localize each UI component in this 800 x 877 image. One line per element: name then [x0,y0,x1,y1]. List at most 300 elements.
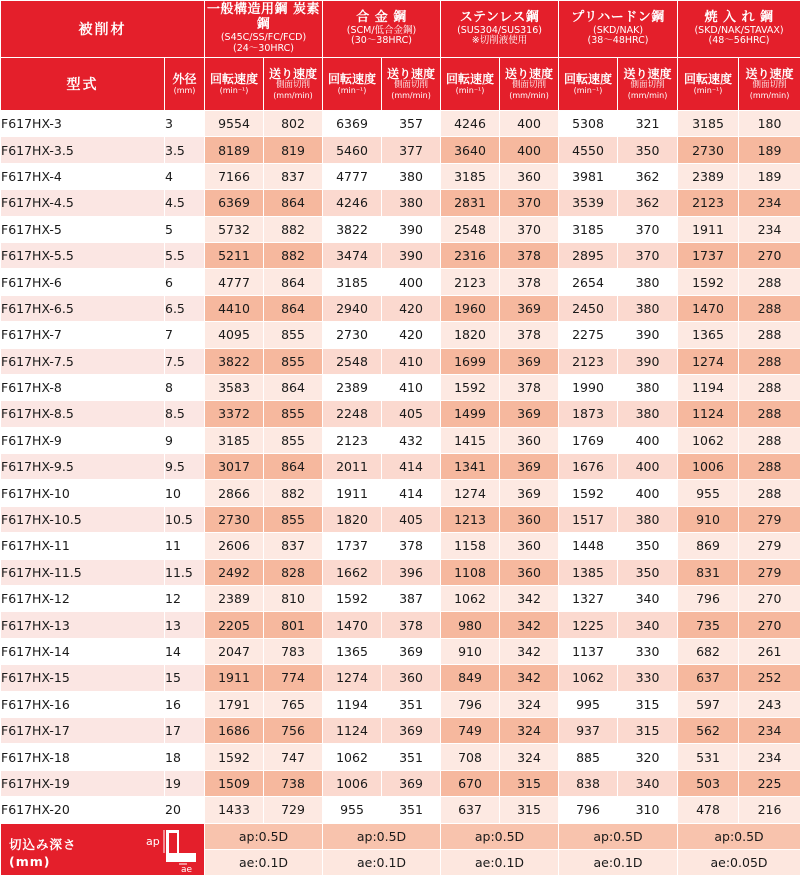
speed-cell: 2047 [205,638,264,664]
feed-cell: 279 [739,559,800,585]
material-header-prehardened-steel: プリハードン鋼 (SKD/NAK) (38〜48HRC) [559,1,678,58]
feed-cell: 315 [618,691,678,717]
diameter-cell: 3.5 [165,137,205,163]
feed-cell: 369 [382,638,441,664]
ae-depth-cell: ae:0.1D [559,849,678,875]
speed-cell: 2940 [323,295,382,321]
feed-cell: 362 [618,163,678,189]
feed-cell: 288 [739,269,800,295]
feed-cell: 837 [264,533,323,559]
model-cell: F617HX-15 [1,665,165,691]
feed-cell: 432 [382,427,441,453]
table-row [1,586,800,612]
feed-cell: 378 [500,242,559,268]
table-row [1,295,800,321]
feed-cell: 342 [500,586,559,612]
feed-cell: 390 [618,322,678,348]
feed-cell: 369 [382,770,441,796]
model-cell: F617HX-9.5 [1,454,165,480]
speed-cell: 1820 [441,322,500,348]
cutting-depth-text: 切込み深さ (mm) [9,836,77,870]
diameter-cell: 3 [165,111,205,137]
speed-cell: 1911 [678,216,739,242]
feed-cell: 377 [382,137,441,163]
feed-cell: 216 [739,797,800,823]
speed-cell: 5211 [205,242,264,268]
speed-cell: 2316 [441,242,500,268]
model-cell: F617HX-8.5 [1,401,165,427]
diameter-cell: 14 [165,638,205,664]
speed-cell: 1592 [678,269,739,295]
speed-cell: 2548 [441,216,500,242]
diameter-cell: 10.5 [165,506,205,532]
feed-cell: 390 [382,216,441,242]
material-header-hardened-steel: 焼 入 れ 鋼 (SKD/NAK/STAVAX) (48〜56HRC) [678,1,800,58]
feed-cell: 351 [382,744,441,770]
speed-header: 回転速度 (min⁻¹) [559,58,618,111]
speed-cell: 670 [441,770,500,796]
diameter-cell: 18 [165,744,205,770]
feed-cell: 864 [264,269,323,295]
feed-cell: 340 [618,770,678,796]
table-row [1,797,800,823]
diameter-cell: 10 [165,480,205,506]
speed-cell: 6369 [205,190,264,216]
work-material-header: 被削材 [1,1,205,58]
feed-cell: 819 [264,137,323,163]
speed-cell: 3640 [441,137,500,163]
table-row [1,216,800,242]
diameter-cell: 4 [165,163,205,189]
table-row [1,691,800,717]
table-row [1,612,800,638]
speed-cell: 1592 [205,744,264,770]
feed-cell: 390 [382,242,441,268]
feed-cell: 351 [382,691,441,717]
model-cell: F617HX-18 [1,744,165,770]
feed-cell: 243 [739,691,800,717]
ae-depth-cell: ae:0.1D [323,849,441,875]
feed-cell: 324 [500,691,559,717]
feed-cell: 362 [618,190,678,216]
speed-cell: 562 [678,717,739,743]
speed-cell: 3474 [323,242,382,268]
speed-cell: 1911 [323,480,382,506]
table-row [1,348,800,374]
speed-cell: 597 [678,691,739,717]
speed-cell: 1385 [559,559,618,585]
speed-cell: 4095 [205,322,264,348]
speed-cell: 478 [678,797,739,823]
speed-cell: 7166 [205,163,264,189]
model-cell: F617HX-7 [1,322,165,348]
feed-cell: 234 [739,216,800,242]
table-row [1,190,800,216]
feed-cell: 252 [739,665,800,691]
feed-cell: 350 [618,137,678,163]
speed-cell: 796 [441,691,500,717]
feed-cell: 400 [382,269,441,295]
feed-cell: 270 [739,612,800,638]
speed-cell: 1274 [441,480,500,506]
feed-cell: 180 [739,111,800,137]
feed-cell: 288 [739,295,800,321]
feed-cell: 369 [500,454,559,480]
table-row [1,480,800,506]
feed-cell: 400 [618,454,678,480]
speed-cell: 1509 [205,770,264,796]
speed-cell: 1062 [559,665,618,691]
speed-header: 回転速度 (min⁻¹) [441,58,500,111]
feed-cell: 400 [618,480,678,506]
table-row [1,506,800,532]
diameter-cell: 20 [165,797,205,823]
speed-cell: 1415 [441,427,500,453]
feed-cell: 855 [264,348,323,374]
model-cell: F617HX-11.5 [1,559,165,585]
speed-cell: 1737 [678,242,739,268]
feed-cell: 420 [382,295,441,321]
feed-cell: 747 [264,744,323,770]
speed-cell: 1769 [559,427,618,453]
speed-cell: 1517 [559,506,618,532]
speed-cell: 1341 [441,454,500,480]
feed-cell: 270 [739,242,800,268]
feed-cell: 360 [500,163,559,189]
model-cell: F617HX-20 [1,797,165,823]
diameter-cell: 11.5 [165,559,205,585]
table-row [1,163,800,189]
speed-cell: 2866 [205,480,264,506]
feed-cell: 330 [618,638,678,664]
speed-cell: 1158 [441,533,500,559]
speed-cell: 3822 [205,348,264,374]
feed-cell: 864 [264,295,323,321]
feed-cell: 774 [264,665,323,691]
speed-cell: 1213 [441,506,500,532]
speed-cell: 1737 [323,533,382,559]
speed-cell: 1873 [559,401,618,427]
feed-cell: 369 [500,401,559,427]
speed-cell: 4246 [323,190,382,216]
feed-cell: 380 [618,374,678,400]
feed-cell: 390 [618,348,678,374]
speed-cell: 1225 [559,612,618,638]
feed-cell: 288 [739,322,800,348]
feed-cell: 369 [500,295,559,321]
ap-depth-cell: ap:0.5D [559,823,678,849]
speed-cell: 1592 [441,374,500,400]
model-cell: F617HX-4.5 [1,190,165,216]
speed-cell: 5308 [559,111,618,137]
feed-cell: 225 [739,770,800,796]
feed-cell: 855 [264,427,323,453]
feed-cell: 855 [264,401,323,427]
speed-cell: 2389 [205,586,264,612]
feed-cell: 864 [264,190,323,216]
material-header-carbon-steel: 一般構造用鋼 炭素鋼 (S45C/SS/FC/FCD) (24〜30HRC) [205,1,323,58]
model-cell: F617HX-10 [1,480,165,506]
speed-cell: 531 [678,744,739,770]
speed-cell: 3822 [323,216,382,242]
speed-cell: 1327 [559,586,618,612]
diameter-cell: 9.5 [165,454,205,480]
speed-cell: 1124 [678,401,739,427]
feed-cell: 342 [500,638,559,664]
feed-cell: 288 [739,480,800,506]
feed-cell: 378 [500,269,559,295]
feed-cell: 837 [264,163,323,189]
speed-cell: 869 [678,533,739,559]
diameter-cell: 9 [165,427,205,453]
speed-cell: 637 [678,665,739,691]
model-cell: F617HX-13 [1,612,165,638]
ap-depth-cell: ap:0.5D [323,823,441,849]
diameter-cell: 8.5 [165,401,205,427]
feed-cell: 360 [500,533,559,559]
diameter-cell: 6.5 [165,295,205,321]
feed-cell: 756 [264,717,323,743]
speed-cell: 3185 [678,111,739,137]
feed-cell: 288 [739,374,800,400]
model-cell: F617HX-14 [1,638,165,664]
speed-cell: 708 [441,744,500,770]
speed-cell: 1592 [323,586,382,612]
speed-cell: 2248 [323,401,382,427]
feed-cell: 380 [618,401,678,427]
feed-cell: 864 [264,454,323,480]
speed-cell: 3185 [559,216,618,242]
feed-cell: 380 [618,506,678,532]
feed-cell: 315 [618,717,678,743]
feed-cell: 320 [618,744,678,770]
feed-header: 送り速度 側面切削 (mm/min) [382,58,441,111]
diameter-header: 外径 (mm) [165,58,205,111]
speed-cell: 1006 [323,770,382,796]
table-row [1,559,800,585]
feed-cell: 315 [500,770,559,796]
speed-cell: 1274 [323,665,382,691]
speed-cell: 637 [441,797,500,823]
feed-cell: 765 [264,691,323,717]
model-cell: F617HX-7.5 [1,348,165,374]
speed-cell: 5732 [205,216,264,242]
model-cell: F617HX-6 [1,269,165,295]
speed-header: 回転速度 (min⁻¹) [678,58,739,111]
table-row [1,454,800,480]
speed-cell: 1108 [441,559,500,585]
speed-cell: 1911 [205,665,264,691]
speed-cell: 4410 [205,295,264,321]
speed-cell: 910 [441,638,500,664]
feed-cell: 324 [500,744,559,770]
speed-cell: 995 [559,691,618,717]
feed-cell: 410 [382,348,441,374]
speed-cell: 1470 [323,612,382,638]
speed-cell: 3185 [441,163,500,189]
feed-cell: 370 [500,190,559,216]
ae-symbol: ae [181,864,193,872]
feed-cell: 400 [500,111,559,137]
diameter-cell: 5 [165,216,205,242]
speed-cell: 1662 [323,559,382,585]
speed-cell: 4550 [559,137,618,163]
speed-cell: 2123 [678,190,739,216]
feed-cell: 855 [264,506,323,532]
feed-cell: 321 [618,111,678,137]
speed-cell: 1960 [441,295,500,321]
speed-cell: 2831 [441,190,500,216]
speed-cell: 1062 [323,744,382,770]
cutting-depth-diagram-icon [140,828,200,872]
speed-cell: 980 [441,612,500,638]
feed-cell: 350 [618,559,678,585]
feed-header: 送り速度 側面切削 (mm/min) [500,58,559,111]
feed-cell: 414 [382,480,441,506]
table-row [1,770,800,796]
speed-cell: 1137 [559,638,618,664]
feed-cell: 234 [739,190,800,216]
feed-cell: 288 [739,401,800,427]
feed-cell: 360 [500,506,559,532]
feed-cell: 420 [382,322,441,348]
speed-cell: 1433 [205,797,264,823]
speed-cell: 1274 [678,348,739,374]
speed-cell: 3539 [559,190,618,216]
speed-cell: 910 [678,506,739,532]
speed-cell: 735 [678,612,739,638]
speed-cell: 2123 [323,427,382,453]
model-cell: F617HX-6.5 [1,295,165,321]
speed-cell: 2275 [559,322,618,348]
feed-cell: 882 [264,242,323,268]
speed-cell: 2205 [205,612,264,638]
speed-cell: 2389 [323,374,382,400]
speed-cell: 2389 [678,163,739,189]
speed-cell: 2895 [559,242,618,268]
diameter-cell: 7 [165,322,205,348]
feed-cell: 370 [500,216,559,242]
ae-depth-cell: ae:0.1D [205,849,323,875]
speed-header: 回転速度 (min⁻¹) [205,58,264,111]
feed-cell: 380 [618,269,678,295]
table-row [1,533,800,559]
speed-cell: 1194 [678,374,739,400]
model-cell: F617HX-11 [1,533,165,559]
speed-cell: 1062 [678,427,739,453]
feed-cell: 400 [500,137,559,163]
feed-cell: 270 [739,586,800,612]
speed-cell: 955 [323,797,382,823]
feed-cell: 414 [382,454,441,480]
speed-cell: 1062 [441,586,500,612]
feed-cell: 369 [500,348,559,374]
model-cell: F617HX-4 [1,163,165,189]
feed-cell: 783 [264,638,323,664]
feed-cell: 370 [618,242,678,268]
feed-cell: 387 [382,586,441,612]
feed-cell: 340 [618,612,678,638]
speed-cell: 6369 [323,111,382,137]
model-cell: F617HX-8 [1,374,165,400]
feed-cell: 396 [382,559,441,585]
model-cell: F617HX-9 [1,427,165,453]
feed-cell: 288 [739,348,800,374]
diameter-cell: 7.5 [165,348,205,374]
speed-cell: 682 [678,638,739,664]
model-cell: F617HX-16 [1,691,165,717]
speed-cell: 4777 [205,269,264,295]
feed-cell: 410 [382,374,441,400]
speed-cell: 831 [678,559,739,585]
feed-cell: 342 [500,665,559,691]
model-cell: F617HX-17 [1,717,165,743]
speed-cell: 2492 [205,559,264,585]
speed-cell: 955 [678,480,739,506]
feed-cell: 315 [500,797,559,823]
table-row [1,242,800,268]
table-row [1,137,800,163]
feed-cell: 378 [382,612,441,638]
diameter-cell: 11 [165,533,205,559]
table-row [1,665,800,691]
ae-depth-cell: ae:0.1D [441,849,559,875]
speed-cell: 3981 [559,163,618,189]
feed-cell: 357 [382,111,441,137]
feed-cell: 400 [618,427,678,453]
ap-depth-cell: ap:0.5D [678,823,800,849]
model-cell: F617HX-3 [1,111,165,137]
feed-cell: 378 [500,322,559,348]
diameter-cell: 17 [165,717,205,743]
speed-cell: 885 [559,744,618,770]
speed-cell: 2730 [678,137,739,163]
ae-depth-cell: ae:0.05D [678,849,800,875]
speed-cell: 937 [559,717,618,743]
diameter-cell: 16 [165,691,205,717]
feed-cell: 380 [382,163,441,189]
speed-cell: 5460 [323,137,382,163]
cutting-depth-label [1,823,205,875]
feed-cell: 369 [382,717,441,743]
feed-cell: 380 [618,295,678,321]
model-cell: F617HX-12 [1,586,165,612]
speed-cell: 2450 [559,295,618,321]
speed-cell: 1470 [678,295,739,321]
table-row [1,717,800,743]
feed-cell: 189 [739,163,800,189]
table-row [1,269,800,295]
model-cell: F617HX-5.5 [1,242,165,268]
feed-cell: 369 [500,480,559,506]
speed-cell: 1365 [323,638,382,664]
ap-depth-cell: ap:0.5D [441,823,559,849]
speed-cell: 503 [678,770,739,796]
model-header: 型式 [1,58,165,111]
speed-cell: 1194 [323,691,382,717]
table-row [1,401,800,427]
ap-symbol: ap [146,834,160,848]
speed-cell: 3372 [205,401,264,427]
feed-cell: 370 [618,216,678,242]
feed-cell: 351 [382,797,441,823]
speed-cell: 1791 [205,691,264,717]
speed-cell: 3017 [205,454,264,480]
feed-cell: 288 [739,427,800,453]
speed-cell: 8189 [205,137,264,163]
speed-header: 回転速度 (min⁻¹) [323,58,382,111]
feed-cell: 810 [264,586,323,612]
